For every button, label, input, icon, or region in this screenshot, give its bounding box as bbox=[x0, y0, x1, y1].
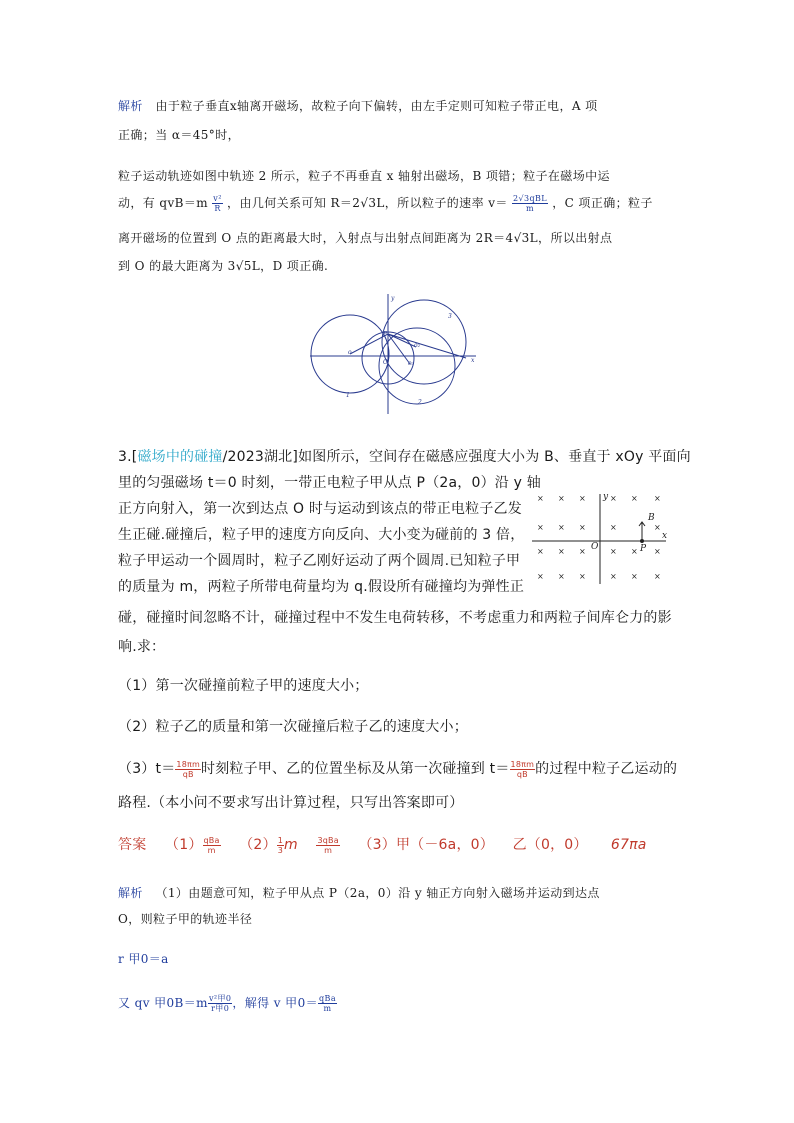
circle-3-label: 3 bbox=[448, 313, 452, 320]
trajectory-2 bbox=[379, 328, 455, 404]
problem-3-line-8: 响.求： bbox=[118, 639, 166, 655]
trajectory-3 bbox=[382, 300, 466, 384]
analysis-text: 由于粒子垂直x轴离开磁场，故粒子向下偏转，由左手定则可知粒子带正电，A 项 bbox=[155, 99, 598, 113]
analysis-label: 解析 bbox=[118, 99, 143, 113]
p-label: P bbox=[383, 331, 388, 338]
analysis-line-4 bbox=[118, 194, 653, 213]
cross-mark: × bbox=[558, 494, 565, 503]
question-2: （2）粒子乙的质量和第一次碰撞后粒子乙的速度大小； bbox=[118, 719, 468, 735]
problem-3-line-2: 里的匀强磁场 t＝0 时刻，一带正电粒子甲从点 P（2a，0）沿 y 轴 bbox=[118, 475, 541, 491]
o1-label: o bbox=[348, 349, 352, 356]
problem-3-line-7: 碰，碰撞时间忽略不计，碰撞过程中不发生电荷转移，不考虑重力和两粒子间库仑力的影 bbox=[118, 610, 672, 626]
cross-mark: × bbox=[654, 523, 661, 532]
circle-1-label: 1 bbox=[346, 392, 350, 399]
formula-text: 动，有 qvB＝m bbox=[118, 196, 209, 210]
fraction: $\frac{18\pi m}{qB}$ bbox=[176, 759, 200, 779]
formula-text: ，C 项正确；粒子 bbox=[552, 196, 653, 210]
fraction: $\frac{\text{qBa}}{m}$ bbox=[319, 994, 336, 1013]
cross-mark: × bbox=[558, 572, 565, 581]
circle-2-label: 2 bbox=[418, 399, 422, 406]
cross-mark: × bbox=[631, 547, 638, 556]
cross-mark: × bbox=[579, 572, 586, 581]
question-3-line-2: 路程.（本小问不要求写出计算过程，只写出答案即可） bbox=[118, 795, 464, 811]
cross-mark: × bbox=[654, 494, 661, 503]
cross-mark: × bbox=[610, 494, 617, 503]
problem-3-line-3: 正方向射入，第一次到达点 O 时与运动到该点的带正电粒子乙发 bbox=[118, 501, 522, 517]
b-label: B bbox=[648, 513, 655, 523]
problem-3-line-5: 粒子甲运动一个圆周时，粒子乙刚好运动了两个圆周.已知粒子甲 bbox=[118, 553, 521, 569]
y-label: y bbox=[603, 492, 609, 502]
analysis2-line-4: 又 qv 甲0B＝m $\frac{\text{v²甲0}}{\text{r甲0}}$ ，解得 v 甲0＝ $\frac{\text{qBa}}{m}$ bbox=[118, 994, 336, 1013]
cross-mark: × bbox=[631, 494, 638, 503]
o2-label: o₂ bbox=[414, 342, 421, 349]
magnetic-field-figure bbox=[530, 490, 680, 585]
question-1: （1）第一次碰撞前粒子甲的速度大小； bbox=[118, 678, 369, 694]
analysis2-line-3: r 甲0＝a bbox=[118, 952, 169, 966]
origin-label: O bbox=[383, 359, 388, 366]
analysis2-line-1: 解析 （1）由题意可知，粒子甲从点 P（2a，0）沿 y 轴正方向射入磁场并运动到达点 bbox=[118, 886, 600, 900]
cross-mark: × bbox=[558, 547, 565, 556]
cross-mark: × bbox=[654, 547, 661, 556]
fraction: $\frac{\text{v²甲0}}{\text{r甲0}}$ bbox=[208, 994, 232, 1013]
trajectory-figure bbox=[308, 292, 488, 422]
x-label: x bbox=[471, 357, 475, 364]
analysis-line-2: 正确；当 α＝45°时， bbox=[118, 128, 240, 142]
cross-mark: × bbox=[537, 547, 544, 556]
cross-mark: × bbox=[537, 523, 544, 532]
fraction: $\frac{\text{2√3qBL}}{m}$ bbox=[513, 194, 547, 213]
fraction: $\frac{\text{3qBa}}{m}$ bbox=[317, 835, 339, 855]
topic-tag: 磁场中的碰撞 bbox=[137, 449, 223, 465]
p-label: P bbox=[640, 544, 647, 554]
problem-3-line-6: 的质量为 m，两粒子所带电荷量均为 q.假设所有碰撞均为弹性正 bbox=[118, 579, 525, 595]
x-label: x bbox=[662, 531, 668, 541]
problem-3-line-1: 3.[磁场中的碰撞/2023湖北]如图所示，空间存在磁感应强度大小为 B、垂直于 xOy 平面向 bbox=[118, 449, 691, 465]
cross-mark: × bbox=[579, 494, 586, 503]
analysis-label: 解析 bbox=[118, 886, 143, 900]
fraction: $\frac{\text{v²}}{R}$ bbox=[213, 194, 222, 213]
analysis-line-5: 离开磁场的位置到 O 点的距离最大时，入射点与出射点间距离为 2R＝4√3L，所以出射点 bbox=[118, 231, 613, 245]
origin-label: O bbox=[591, 542, 599, 552]
formula-text: ，由几何关系可知 R＝2√3L，所以粒子的速率 v＝ bbox=[227, 196, 508, 210]
analysis2-line-2: O，则粒子甲的轨迹半径 bbox=[118, 912, 253, 926]
analysis-line-3: 粒子运动轨迹如图中轨迹 2 所示，粒子不再垂直 x 轴射出磁场，B 项错；粒子在磁场中运 bbox=[118, 169, 610, 183]
cross-mark: × bbox=[579, 523, 586, 532]
fraction: $\frac{18\pi m}{qB}$ bbox=[510, 759, 535, 779]
cross-mark: × bbox=[579, 547, 586, 556]
analysis-line-6: 到 O 的最大距离为 3√5L，D 项正确. bbox=[118, 259, 329, 273]
cross-mark: × bbox=[654, 572, 661, 581]
o3-label: o₃ bbox=[408, 360, 415, 367]
cross-mark: × bbox=[537, 572, 544, 581]
point-p bbox=[640, 539, 644, 543]
cross-mark: × bbox=[631, 572, 638, 581]
answer-label: 答案 bbox=[118, 837, 147, 853]
cross-mark: × bbox=[537, 494, 544, 503]
cross-mark: × bbox=[610, 572, 617, 581]
question-3: （3）t＝ $\frac{18\pi m}{qB}$ 时刻粒子甲、乙的位置坐标及从第一次碰撞到 t＝ $\frac{18\pi m}{qB}$ 的过程中粒子乙运动的 bbox=[118, 759, 678, 779]
answer-line: 答案 （1） $\frac{\text{qBa}}{m}$ （2） $\frac{1}{3}$ m $\frac{\text{3qBa}}{m}$ （3）甲（－6a，0） 乙（0，0） 67πa bbox=[118, 835, 647, 855]
fraction: $\frac{\text{qBa}}{m}$ bbox=[203, 835, 220, 855]
cross-mark: × bbox=[610, 547, 617, 556]
problem-3-line-4: 生正碰.碰撞后，粒子甲的速度方向反向、大小变为碰前的 3 倍， bbox=[118, 527, 525, 543]
cross-mark: × bbox=[558, 523, 565, 532]
cross-mark: × bbox=[610, 523, 617, 532]
fraction: $\frac{1}{3}$ bbox=[277, 835, 284, 855]
y-label: y bbox=[391, 295, 395, 302]
analysis-line-1 bbox=[118, 97, 598, 114]
